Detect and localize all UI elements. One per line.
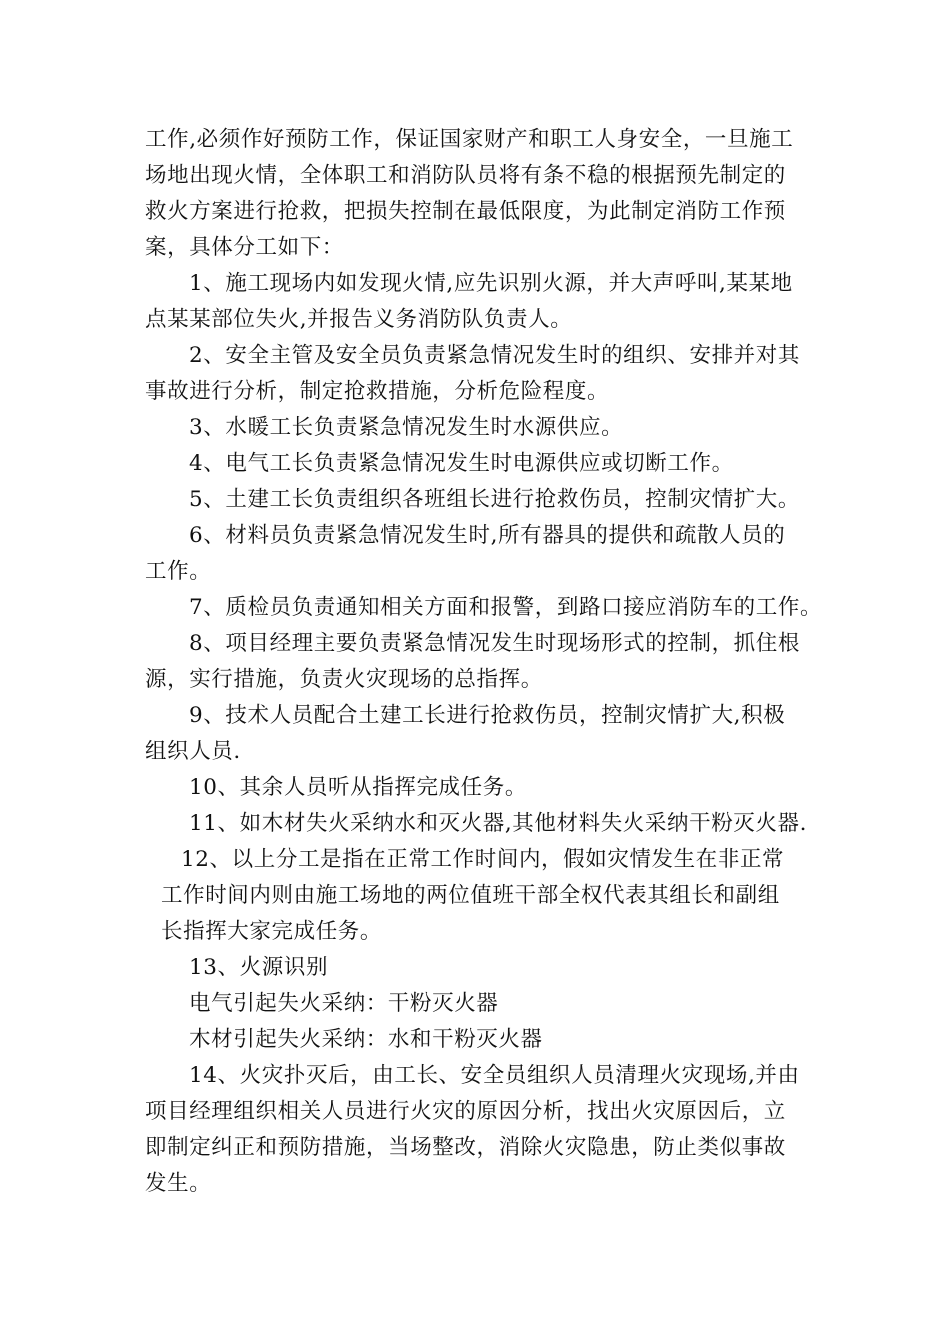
text-line: 1、施工现场内如发现火情,应先识别火源，并大声呼叫,某某地 — [189, 271, 793, 296]
text-line: 救火方案进行抢救，把损失控制在最低限度，为此制定消防工作预 — [145, 199, 786, 224]
text-line: 事故进行分析，制定抢救措施，分析危险程度。 — [145, 379, 610, 404]
text-line: 源，实行措施，负责火灾现场的总指挥。 — [145, 667, 543, 692]
text-line: 工作。 — [145, 559, 212, 584]
text-line: 长指挥大家完成任务。 — [161, 919, 383, 944]
text-line: 11、如木材失火采纳水和灭火器,其他材料失火采纳干粉灭火器. — [189, 811, 808, 836]
text-line: 发生。 — [145, 1171, 212, 1196]
text-line: 电气引起失火采纳：干粉灭火器 — [189, 991, 499, 1016]
text-line: 场地出现火情，全体职工和消防队员将有条不稳的根据预先制定的 — [145, 163, 786, 188]
text-line: 7、质检员负责通知相关方面和报警，到路口接应消防车的工作。 — [189, 595, 823, 620]
text-line: 10、其余人员听从指挥完成任务。 — [189, 775, 527, 800]
text-line: 案，具体分工如下： — [145, 235, 344, 260]
text-line: 组织人员. — [145, 739, 241, 764]
text-line: 14、火灾扑灭后，由工长、安全员组织人员清理火灾现场,并由 — [189, 1063, 800, 1088]
text-line: 木材引起失火采纳：水和干粉灭火器 — [189, 1027, 543, 1052]
text-line: 12、以上分工是指在正常工作时间内，假如灾情发生在非正常 — [181, 847, 785, 872]
text-line: 即制定纠正和预防措施，当场整改，消除火灾隐患，防止类似事故 — [145, 1135, 786, 1160]
text-line: 9、技术人员配合土建工长进行抢救伤员，控制灾情扩大,积极 — [189, 703, 786, 728]
text-line: 6、材料员负责紧急情况发生时,所有器具的提供和疏散人员的 — [189, 523, 786, 548]
text-line: 5、土建工长负责组织各班组长进行抢救伤员，控制灾情扩大。 — [189, 487, 800, 512]
text-line: 项目经理组织相关人员进行火灾的原因分析，找出火灾原因后，立 — [145, 1099, 786, 1124]
text-line: 3、水暖工长负责紧急情况发生时水源供应。 — [189, 415, 624, 440]
text-line: 8、项目经理主要负责紧急情况发生时现场形式的控制，抓住根 — [189, 631, 800, 656]
text-line: 13、火源识别 — [189, 955, 329, 980]
text-line: 4、电气工长负责紧急情况发生时电源供应或切断工作。 — [189, 451, 734, 476]
text-line: 2、安全主管及安全员负责紧急情况发生时的组织、安排并对其 — [189, 343, 800, 368]
text-line: 工作时间内则由施工场地的两位值班干部全权代表其组长和副组 — [161, 883, 780, 908]
text-line: 工作,必须作好预防工作，保证国家财产和职工人身安全，一旦施工 — [145, 127, 794, 152]
text-line: 点某某部位失火,并报告义务消防队负责人。 — [145, 307, 573, 332]
